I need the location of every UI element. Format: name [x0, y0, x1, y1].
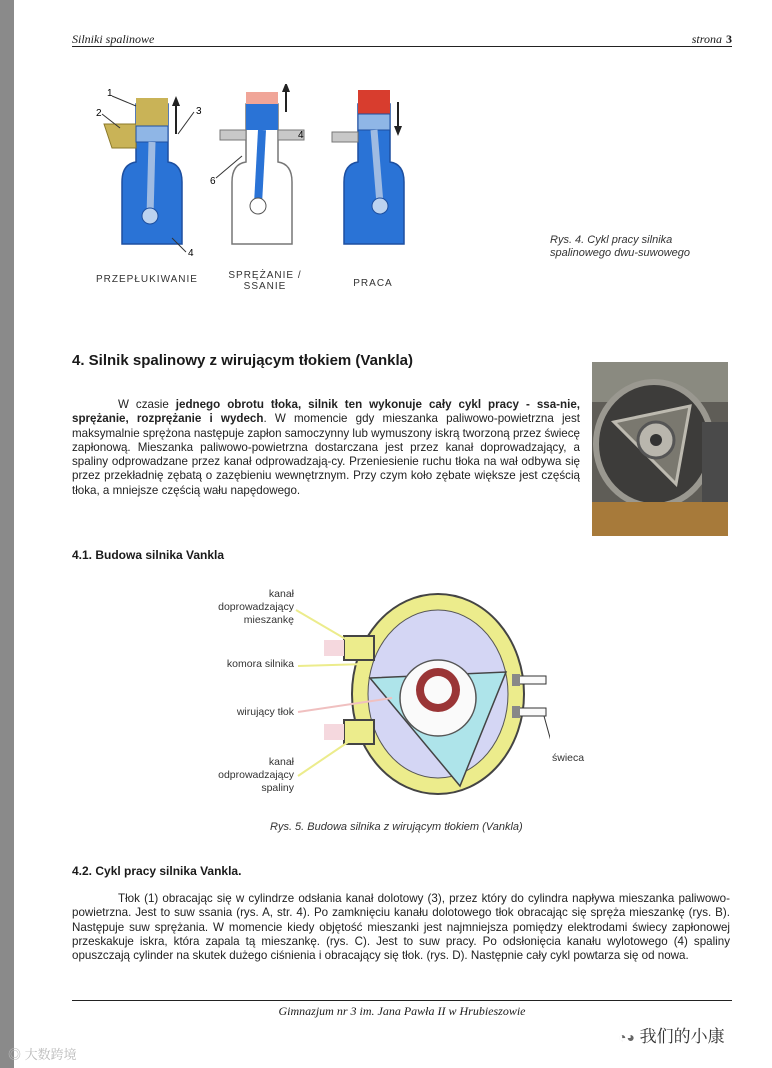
- figure-two-stroke-cycle: [92, 84, 422, 304]
- intake-channel: [344, 636, 374, 660]
- section-title: 4. Silnik spalinowy z wirującym tłokiem (Vankla): [72, 352, 413, 369]
- pointer-intake: [296, 610, 354, 644]
- label-scavenging: PRZEPŁUKIWANIE: [96, 274, 198, 285]
- label-intake-channel: kanał doprowadzający mieszankę: [218, 588, 294, 626]
- engine-compression: [210, 84, 304, 244]
- viewer-left-edge: [0, 0, 14, 1068]
- mixture-chamber: [136, 98, 168, 126]
- label-compression: SPRĘŻANIE / SSANIE: [228, 270, 302, 292]
- label-3: 3: [196, 106, 202, 117]
- pointer-plug: [544, 716, 550, 752]
- watermark-source: [8, 1044, 77, 1063]
- burning-mixture: [358, 90, 390, 114]
- figure-wankel-construction: [206, 580, 585, 806]
- watermark-text-2: 大数跨境: [24, 1047, 77, 1062]
- header-page: [692, 32, 732, 47]
- intake-flow: [324, 640, 344, 656]
- connecting-rod: [150, 142, 152, 216]
- wankel-engine-photo: [592, 362, 728, 536]
- label-spark-plug: świeca: [552, 752, 585, 764]
- para-text-2: . W momencie gdy mieszanka paliwowo-powietrzna jest maksymalnie sprężona następuje zapłon samoczynny lub wymuszony iskrą tworzoną przez świecę zapłonową. Mieszanka paliwowo-powietrzna dostarczana jest przez kanał doprowadzający, a spaliny odprowadzane przez kanał odprowadzają-cy. Przeniesienie ruchu tłoka na wał odbywa się przez przekładnię zębatą o zazębieniu wewnętrznym. Przy czym koło zębate większe jest częścią tłoka, a mniejsze częścią wału napędowego.: [72, 412, 580, 497]
- page-header: [72, 32, 732, 47]
- subsection-title-cycle: 4.2. Cykl pracy silnika Vankla.: [72, 864, 242, 878]
- page-footer: Gimnazjum nr 3 im. Jana Pawła II w Hrubieszowie: [72, 1000, 732, 1019]
- crank: [142, 208, 158, 224]
- cycle-paragraph-text: Tłok (1) obracając się w cylindrze odsłania kanał dolotowy (3), przez który do cylindra napływa mieszanka paliwowo-powietrzna. Jest to suw ssania (rys. A, str. 4). Po zamknięciu kanału dolotowego tłok obracając się spręża mieszankę (rys. B). Następuje suw sprężania. W momencie kiedy objętość mieszanki jest najmniejsza pomiędzy elektrodami świecy zapłonowej przeskakuje iskra, która zapala tą mieszankę. (rys. C). Jest to suw pracy. Po odsłonięcia kanału wylotowego (4) spaliny opuszczają cylinder na skutek dużego ciśnienia i obracający się tłok. (rys. D). Następnie cały cykl powtarza się od nowa.: [72, 892, 730, 963]
- figure-4-caption: Rys. 4. Cykl pracy silnika spalinowego dwu-suwowego: [550, 234, 691, 259]
- spark-plug-1: [518, 676, 546, 684]
- piston: [246, 104, 278, 130]
- engine-scavenging: [96, 88, 202, 259]
- watermark-text-1: 我们的小康: [639, 1027, 725, 1046]
- label-4: 4: [188, 248, 194, 259]
- drive-shaft: [424, 676, 452, 704]
- piston: [358, 114, 390, 130]
- header-page-number: 3: [726, 32, 732, 46]
- section-paragraph: [72, 398, 580, 498]
- exhaust-flow: [324, 724, 344, 740]
- pointer-exhaust: [298, 738, 354, 776]
- cycle-paragraph: [72, 892, 730, 963]
- camera-icon: ◎: [8, 1047, 22, 1062]
- subsection-title-construction: 4.1. Budowa silnika Vankla: [72, 548, 225, 562]
- engine-power: [332, 90, 404, 244]
- crank: [250, 198, 266, 214]
- connecting-rod: [258, 130, 262, 204]
- header-page-word: strona: [691, 32, 722, 46]
- wechat-icon: ◔◕: [618, 1029, 635, 1045]
- label-chamber: komora silnika: [226, 658, 294, 670]
- piston: [136, 126, 168, 142]
- label-exhaust-channel: kanał odprowadzający spaliny: [218, 756, 294, 794]
- crank: [372, 198, 388, 214]
- watermark-publisher: [618, 1022, 725, 1047]
- label-1: 1: [107, 88, 113, 99]
- header-title: Silniki spalinowe: [72, 32, 155, 46]
- label-4b: 4: [298, 130, 304, 141]
- label-2: 2: [96, 108, 102, 119]
- para-text-1: W czasie: [118, 398, 176, 411]
- para-bold: jednego obrotu tłoka, silnik ten wykonuje cały cykl pracy - ssa-nie, sprężanie, rozprężanie i wydech: [72, 398, 580, 426]
- label-rotor: wirujący tłok: [236, 706, 294, 718]
- label-power: PRACA: [353, 278, 393, 289]
- spark-plug-2: [518, 708, 546, 716]
- figure-5-caption: Rys. 5. Budowa silnika z wirującym tłokiem (Vankla): [270, 821, 523, 833]
- label-6: 6: [210, 176, 216, 187]
- exhaust-channel: [344, 720, 374, 744]
